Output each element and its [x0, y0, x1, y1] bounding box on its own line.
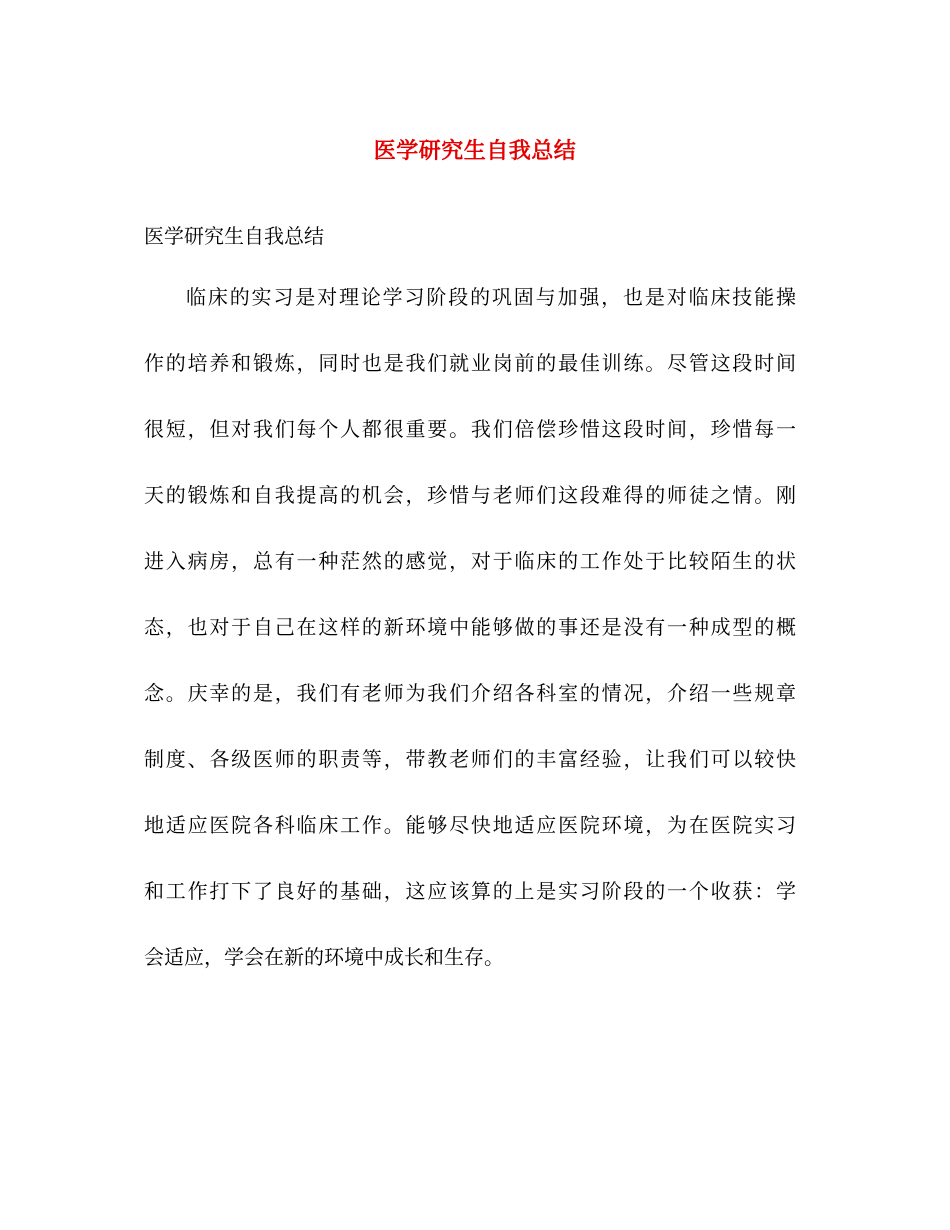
body-paragraph [144, 283, 804, 1009]
body-line: 态，也对于自己在这样的新环境中能够做的事还是没有一种成型的概 [144, 615, 796, 639]
body-line: 制度、各级医师的职责等，带教老师们的丰富经验，让我们可以较快 [144, 747, 796, 771]
body-line: 作的培养和锻炼，同时也是我们就业岗前的最佳训练。尽管这段时间 [144, 351, 796, 375]
body-line: 地适应医院各科临床工作。能够尽快地适应医院环境，为在医院实习 [144, 813, 796, 837]
body-line: 临床的实习是对理论学习阶段的巩固与加强，也是对临床技能操 [186, 285, 796, 309]
body-line: 会适应，学会在新的环境中成长和生存。 [144, 945, 504, 969]
body-line: 很短，但对我们每个人都很重要。我们倍偿珍惜这段时间，珍惜每一 [144, 417, 796, 441]
body-line: 念。庆幸的是，我们有老师为我们介绍各科室的情况，介绍一些规章 [144, 681, 796, 705]
document-subtitle: 医学研究生自我总结 [144, 224, 324, 248]
body-line: 天的锻炼和自我提高的机会，珍惜与老师们这段难得的师徒之情。刚 [144, 483, 796, 507]
document-title: 医学研究生自我总结 [373, 138, 577, 164]
body-line: 和工作打下了良好的基础，这应该算的上是实习阶段的一个收获：学 [144, 879, 796, 903]
body-line: 进入病房，总有一种茫然的感觉，对于临床的工作处于比较陌生的状 [144, 549, 796, 573]
